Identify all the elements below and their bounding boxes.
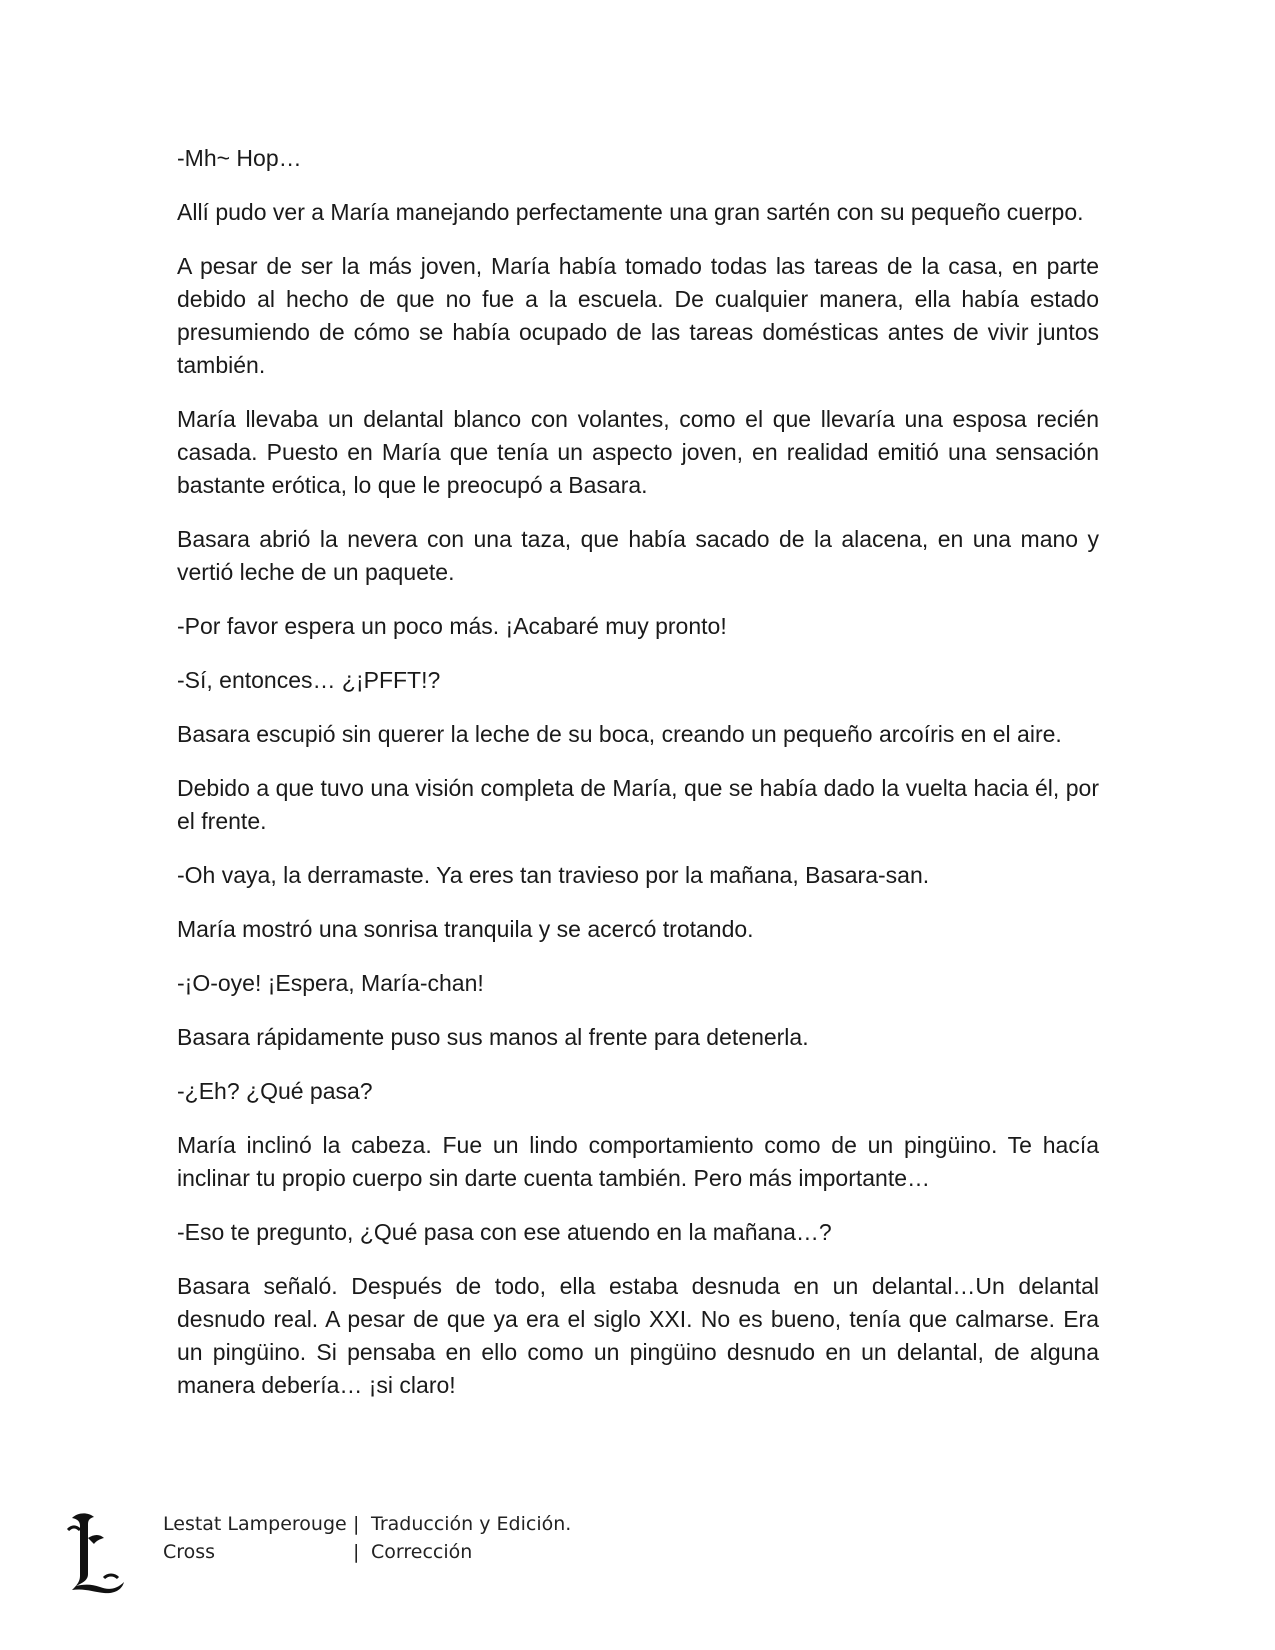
paragraph: María llevaba un delantal blanco con volantes, como el que llevaría una esposa recién casada. Puesto en María que tenía un aspecto joven, en realidad emitió una sensación bastante erótica, lo que le preocupó a Basara. xyxy=(177,406,1099,498)
credit-role: Traducción y Edición. xyxy=(371,1513,572,1535)
credit-row xyxy=(163,1510,571,1538)
paragraph: Allí pudo ver a María manejando perfectamente una gran sartén con su pequeño cuerpo. xyxy=(177,199,1084,225)
document-body xyxy=(177,142,1099,1423)
credit-name: Cross xyxy=(163,1541,216,1563)
credit-separator: | xyxy=(353,1541,360,1563)
credit-row xyxy=(163,1538,571,1566)
paragraph: -Por favor espera un poco más. ¡Acabaré muy pronto! xyxy=(177,613,727,639)
paragraph: A pesar de ser la más joven, María había tomado todas las tareas de la casa, en parte debido al hecho de que no fue a la escuela. De cualquier manera, ella había estado presumiendo de cómo se había ocupado de las tareas domésticas antes de vivir juntos también. xyxy=(177,253,1099,378)
logo-svg xyxy=(64,1508,130,1594)
gothic-letter-L-icon xyxy=(64,1508,130,1594)
paragraph: -Sí, entonces… ¿¡PFFT!? xyxy=(177,667,441,693)
paragraph: -Eso te pregunto, ¿Qué pasa con ese atuendo en la mañana…? xyxy=(177,1219,832,1245)
paragraph: Basara rápidamente puso sus manos al frente para detenerla. xyxy=(177,1024,809,1050)
paragraph: Basara escupió sin querer la leche de su boca, creando un pequeño arcoíris en el aire. xyxy=(177,721,1062,747)
paragraph: María inclinó la cabeza. Fue un lindo comportamiento como de un pingüino. Te hacía inclinar tu propio cuerpo sin darte cuenta también. Pero más importante… xyxy=(177,1132,1099,1191)
paragraph: -Oh vaya, la derramaste. Ya eres tan travieso por la mañana, Basara-san. xyxy=(177,862,930,888)
paragraph: Basara señaló. Después de todo, ella estaba desnuda en un delantal…Un delantal desnudo real. A pesar de que ya era el siglo XXI. No es bueno, tenía que calmarse. Era un pingüino. Si pensaba en ello como un pingüino desnudo en un delantal, de alguna manera debería… ¡si claro! xyxy=(177,1273,1099,1398)
credit-name: Lestat Lamperouge xyxy=(163,1513,347,1535)
paragraph: -Mh~ Hop… xyxy=(177,145,302,171)
paragraph: María mostró una sonrisa tranquila y se acercó trotando. xyxy=(177,916,754,942)
credit-role: Corrección xyxy=(371,1541,473,1563)
paragraph: Debido a que tuvo una visión completa de María, que se había dado la vuelta hacia él, por el frente. xyxy=(177,775,1099,834)
footer-credits xyxy=(163,1510,571,1566)
paragraph: -¡O-oye! ¡Espera, María-chan! xyxy=(177,970,484,996)
credit-separator: | xyxy=(353,1513,360,1535)
paragraph: Basara abrió la nevera con una taza, que había sacado de la alacena, en una mano y vertió leche de un paquete. xyxy=(177,526,1099,585)
paragraph: -¿Eh? ¿Qué pasa? xyxy=(177,1078,373,1104)
